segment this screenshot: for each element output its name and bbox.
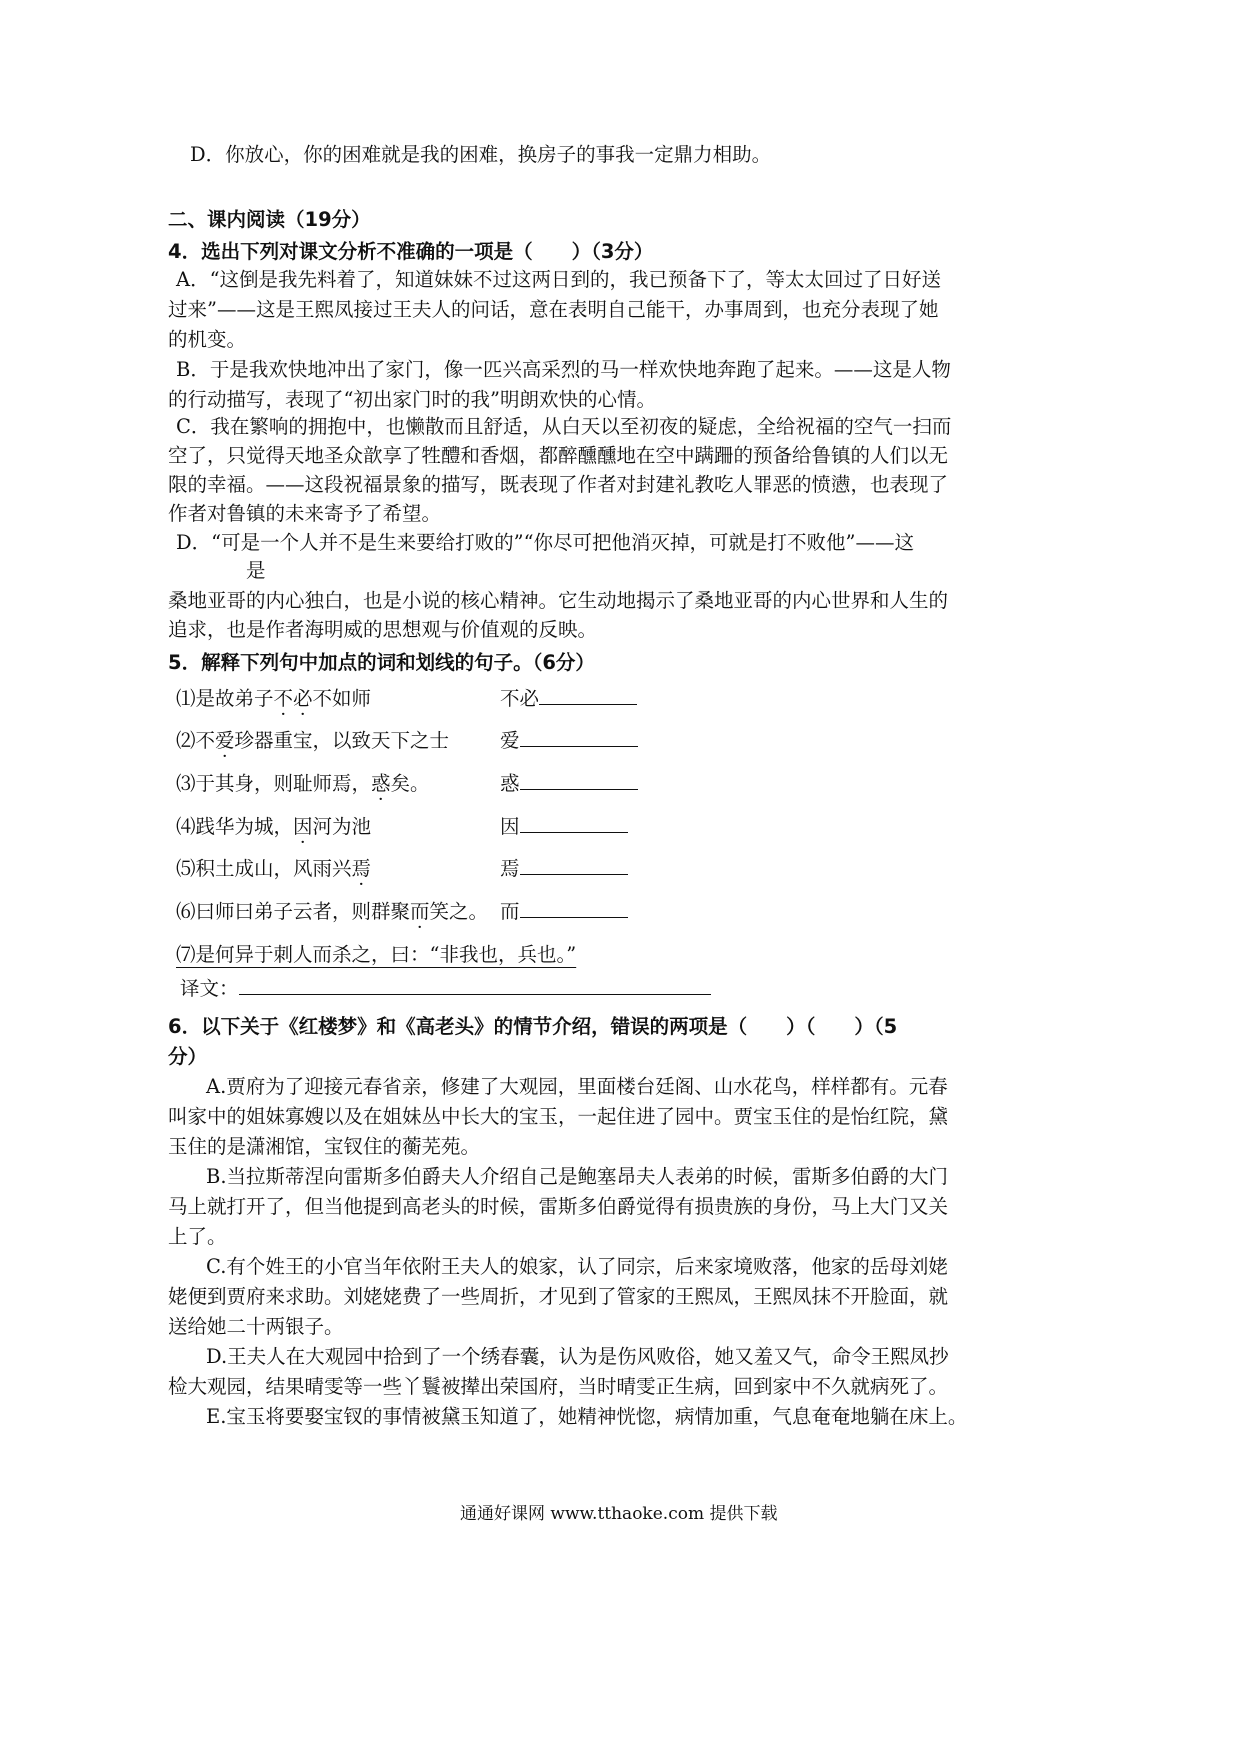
- q5-item4-word: 因: [500, 815, 520, 838]
- q5-item6-sentence: ⑹曰师曰弟子云者，则群聚而笑之。: [176, 900, 489, 923]
- q6-option-b-line1: B.当拉斯蒂涅向雷斯多伯爵夫人介绍自己是鲍塞昂夫人表弟的时候，雷斯多伯爵的大门: [206, 1165, 949, 1188]
- q4-option-a-line2: 过来”——这是王熙凤接过王夫人的问话，意在表明自己能干，办事周到，也充分表现了她: [168, 298, 939, 321]
- q6-option-b-line3: 上了。: [168, 1225, 227, 1248]
- q4-option-c-line3: 限的幸福。——这段祝福景象的描写，既表现了作者对封建礼教吃人罪恶的愤懑，也表现了: [168, 473, 949, 496]
- section-heading: 二、课内阅读（19分）: [168, 208, 371, 231]
- q5-item6-word: 而: [500, 900, 520, 923]
- page-footer: 通通好课网 www.tthaoke.com 提供下载: [460, 1504, 778, 1524]
- q4-option-a-line1: A．“这倒是我先料着了，知道妹妹不过这两日到的，我已预备下了，等太太回过了日好送: [176, 268, 942, 291]
- q4-stem: 4．选出下列对课文分析不准确的一项是（ ）（3分）: [168, 240, 654, 263]
- q4-option-c-line4: 作者对鲁镇的未来寄予了希望。: [168, 502, 442, 525]
- q6-option-d-line2: 检大观园，结果晴雯等一些丫鬟被撵出荣国府，当时晴雯正生病，回到家中不久就病死了。: [168, 1375, 949, 1398]
- q5-item5-word: 焉: [500, 857, 520, 880]
- q6-option-c-line2: 姥便到贾府来求助。刘姥姥费了一些周折，才见到了管家的王熙凤，王熙凤抹不开脸面，就: [168, 1285, 949, 1308]
- q6-option-c-line3: 送给她二十两银子。: [168, 1315, 344, 1338]
- q5-item1-word: 不必: [500, 687, 540, 710]
- q4-option-b-line1: B．于是我欢快地冲出了家门，像一匹兴高采烈的马一样欢快地奔跑了起来。——这是人物: [176, 358, 951, 381]
- q5-translation[interactable]: [180, 974, 711, 1004]
- q5-item4-answer[interactable]: [500, 812, 628, 842]
- q5-item1-answer[interactable]: [500, 684, 637, 714]
- q6-option-c-line1: C.有个姓王的小官当年依附王夫人的娘家，认了同宗，后来家境败落，他家的岳母刘姥: [206, 1255, 948, 1278]
- q4-option-d-line1b: 是: [246, 559, 266, 582]
- q4-option-b-line2: 的行动描写，表现了“初出家门时的我”明朗欢快的心情。: [168, 388, 656, 411]
- q6-stem-line1: 6．以下关于《红楼梦》和《高老头》的情节介绍，错误的两项是（ ）（ ）（5: [168, 1015, 898, 1038]
- q5-item5-sentence: ⑸积土成山，风雨兴焉: [176, 857, 372, 880]
- q5-item1-sentence: ⑴是故弟子不必不如师: [176, 687, 372, 710]
- q5-stem: 5．解释下列句中加点的词和划线的句子。（6分）: [168, 651, 595, 674]
- q5-item3-sentence: ⑶于其身，则耻师焉，惑矣。: [176, 772, 430, 795]
- q6-stem-line2: 分）: [168, 1045, 208, 1068]
- q5-item4-sentence: ⑷践华为城，因河为池: [176, 815, 372, 838]
- q5-item3-answer[interactable]: [500, 769, 638, 799]
- q4-option-d-line2: 桑地亚哥的内心独白，也是小说的核心精神。它生动地揭示了桑地亚哥的内心世界和人生的: [168, 589, 949, 612]
- q5-item6-answer[interactable]: [500, 897, 628, 927]
- q4-option-a-line3: 的机变。: [168, 328, 247, 351]
- q5-item7-sentence: ⑺是何异于刺人而杀之，曰：“非我也，兵也。”: [176, 943, 577, 966]
- q5-item2-word: 爱: [500, 729, 520, 752]
- q5-item2-answer[interactable]: [500, 726, 638, 756]
- q4-option-c-line2: 空了，只觉得天地圣众歆享了牲醴和香烟，都醉醺醺地在空中蹒跚的预备给鲁镇的人们以无: [168, 444, 949, 467]
- q5-item3-word: 惑: [500, 772, 520, 795]
- q4-option-d-line1: D．“可是一个人并不是生来要给打败的”“你尽可把他消灭掉，可就是打不败他”——这: [176, 531, 915, 554]
- q6-option-d-line1: D.王夫人在大观园中拾到了一个绣春囊，认为是伤风败俗，她又羞又气，命令王熙凤抄: [206, 1345, 949, 1368]
- q5-item2-sentence: ⑵不爱珍器重宝，以致天下之士: [176, 729, 450, 752]
- q6-option-a-line3: 玉住的是潇湘馆，宝钗住的蘅芜苑。: [168, 1135, 481, 1158]
- q6-option-a-line2: 叫家中的姐妹寡嫂以及在姐妹丛中长大的宝玉，一起住进了园中。贾宝玉住的是怡红院，黛: [168, 1105, 949, 1128]
- q4-option-c-line1: C．我在繁响的拥抱中，也懒散而且舒适，从白天以至初夜的疑虑，全给祝福的空气一扫而: [176, 415, 952, 438]
- q6-option-e-line1: E.宝玉将要娶宝钗的事情被黛玉知道了，她精神恍惚，病情加重，气息奄奄地躺在床上。: [206, 1405, 968, 1428]
- translation-label: 译文：: [180, 977, 239, 1000]
- q6-option-a-line1: A.贾府为了迎接元春省亲，修建了大观园，里面楼台廷阁、山水花鸟，样样都有。元春: [206, 1075, 948, 1098]
- q5-item5-answer[interactable]: [500, 854, 628, 884]
- q6-option-b-line2: 马上就打开了，但当他提到高老头的时候，雷斯多伯爵觉得有损贵族的身份，马上大门又关: [168, 1195, 949, 1218]
- q4-option-d-line3: 追求，也是作者海明威的思想观与价值观的反映。: [168, 618, 598, 641]
- q3-option-d: D．你放心，你的困难就是我的困难，换房子的事我一定鼎力相助。: [190, 143, 772, 166]
